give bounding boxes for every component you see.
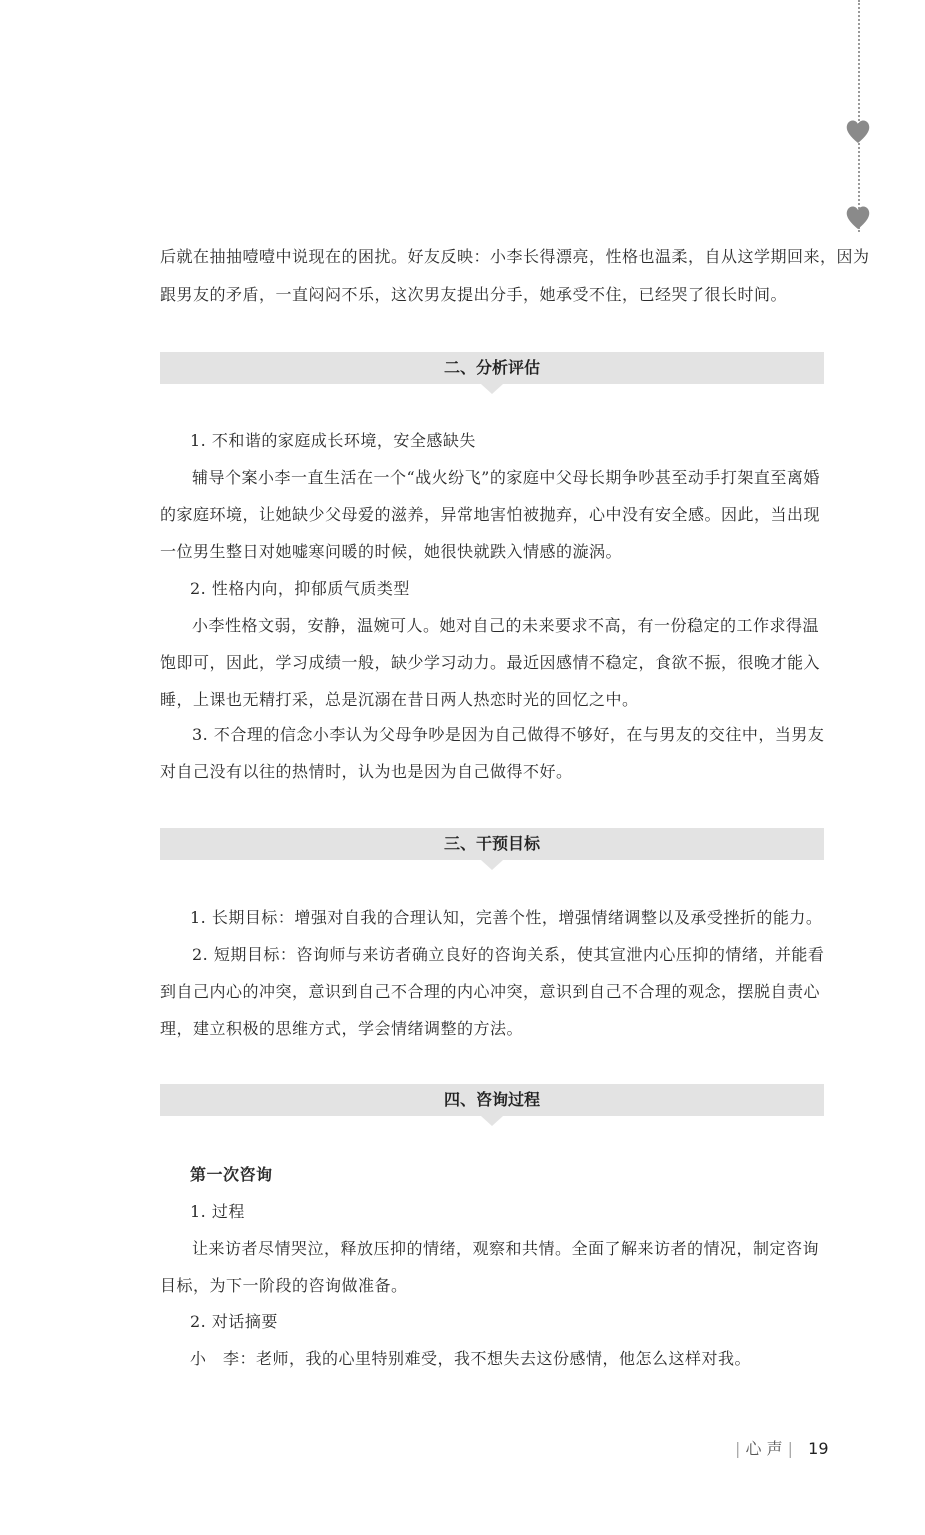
dialogue-speaker: 小 李： xyxy=(190,1349,257,1368)
item2-body xyxy=(160,607,825,718)
footer-divider: | xyxy=(787,1439,794,1458)
dialogue-line xyxy=(190,1340,751,1377)
intro-line-1: 后就在抽抽噎噎中说现在的困扰。好友反映：小李长得漂亮，性格也温柔，自从这学期回来，因为 xyxy=(160,247,870,266)
section-title-analysis: 二、分析评估 xyxy=(160,352,824,384)
intro-line-2: 跟男友的矛盾，一直闷闷不乐，这次男友提出分手，她承受不住，已经哭了很长时间。 xyxy=(160,285,788,304)
process-heading: 1. 过程 xyxy=(190,1202,245,1221)
page-footer xyxy=(735,1436,829,1459)
item2-body-text: 小李性格文弱，安静，温婉可人。她对自己的未来要求不高，有一份稳定的工作求得温饱即可，因此，学习成绩一般，缺少学习动力。最近因感情不稳定，食欲不振，很晚才能入睡，上课也无精打采，总是沉溺在昔日两人热恋时光的回忆之中。 xyxy=(160,616,821,709)
heart-icon xyxy=(843,202,873,232)
goal-short-term xyxy=(160,936,825,1047)
goal-short-term-text: 2. 短期目标：咨询师与来访者确立良好的咨询关系，使其宣泄内心压抑的情绪，并能看到自己内心的冲突，意识到自己不合理的内心冲突，意识到自己不合理的观念，摆脱自责心理，建立积极的思维方式，学会情绪调整的方法。 xyxy=(160,945,825,1038)
section-title-goals: 三、干预目标 xyxy=(160,828,824,860)
process-body-text: 让来访者尽情哭泣，释放压抑的情绪，观察和共情。全面了解来访者的情况，制定咨询目标，为下一阶段的咨询做准备。 xyxy=(160,1239,820,1295)
footer-divider: | xyxy=(735,1439,741,1458)
session-subtitle: 第一次咨询 xyxy=(190,1165,273,1184)
item3-body xyxy=(160,716,825,790)
page-number: 19 xyxy=(808,1439,829,1458)
item2-heading: 2. 性格内向，抑郁质气质类型 xyxy=(190,579,410,598)
dialogue-text: 老师，我的心里特别难受，我不想失去这份感情，他怎么这样对我。 xyxy=(256,1349,752,1368)
dialogue-heading: 2. 对话摘要 xyxy=(190,1312,278,1331)
item3-body-text: 3. 不合理的信念小李认为父母争吵是因为自己做得不够好，在与男友的交往中，当男友对自己没有以往的热情时，认为也是因为自己做得不好。 xyxy=(160,725,825,781)
item1-heading: 1. 不和谐的家庭成长环境，安全感缺失 xyxy=(190,431,476,450)
column-name: 心 声 xyxy=(745,1439,783,1458)
item1-body-text: 辅导个案小李一直生活在一个“战火纷飞”的家庭中父母长期争吵甚至动手打架直至离婚的家庭环境，让她缺少父母爱的滋养，异常地害怕被抛弃，心中没有安全感。因此，当出现一位男生整日对她嘘寒问暖的时候，她很快就跌入情感的漩涡。 xyxy=(160,468,821,561)
item1-body xyxy=(160,459,825,570)
process-body xyxy=(160,1230,825,1304)
heart-icon xyxy=(843,116,873,146)
goal-long-term: 1. 长期目标：增强对自我的合理认知，完善个性，增强情绪调整以及承受挫折的能力。 xyxy=(190,908,823,927)
section-title-process: 四、咨询过程 xyxy=(160,1084,824,1116)
